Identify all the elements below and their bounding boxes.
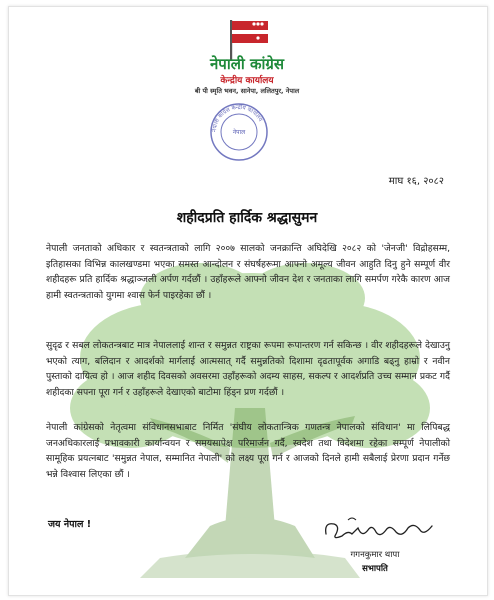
statement-title: शहीदप्रति हार्दिक श्रद्धासुमन xyxy=(176,210,318,226)
party-name: नेपाली कांग्रेस xyxy=(209,55,284,73)
seal-center-label: नेपाल xyxy=(232,129,246,136)
statement-date: माघ १६, २०८२ xyxy=(388,176,444,187)
signatory-name: गगनकुमार थापा xyxy=(350,550,400,560)
paragraph-3: नेपाली कांग्रेसको नेतृत्वमा संविधानसभाबाट निर्मित 'संघीय लोकतान्त्रिक गणतन्त्र नेपालको संविधान' मा लिपिबद्ध जनअधिकारलाई प्रभावकारी कार्यान्वयन र समयसापेक्ष परिमार्जन गर्दै, स्वदेश तथा विदेशमा रहेका सम्पूर्ण नेपालीको सामूहिक प्रयत्नबाट 'समुन्नत नेपाल, सम्मानित नेपाली' को लक्ष्य पूरा गर्न र आजको दिनले हामी सबैलाई प्रेरणा प्रदान गर्नेछ भन्ने विश्वास लिएका छौं । xyxy=(46,422,450,480)
seal-ring-text: नेपाली कांग्रेस केन्द्रीय कार्यालय xyxy=(211,104,264,133)
office-address: बी पी स्मृति भवन, सानेपा, ललितपुर, नेपाल xyxy=(194,87,300,95)
office-name: केन्द्रीय कार्यालय xyxy=(220,76,274,86)
closing-salutation: जय नेपाल ! xyxy=(48,519,92,530)
paragraph-1: नेपाली जनताको अधिकार र स्वतन्त्रताको लागि २००७ सालको जनक्रान्ति अघिदेखि २०८२ को 'जेनजी' विद्रोहसम्म, इतिहासका विभिन्न कालखण्डमा भएका समस्त आन्दोलन र संघर्षहरूमा आफ्नो अमूल्य जीवन आहुति दिनु हुने सम्पूर्ण वीर शहीदहरू प्रति हार्दिक श्रद्धाञ्जली अर्पण गर्दछौं । उहाँहरूले आफ्नो जीवन देश र जनताका लागि समर्पण गरेकै कारण आज हामी स्वतन्त्रताको युगमा श्वास फेर्न पाइरहेका छौं । xyxy=(46,243,450,301)
handwritten-signature xyxy=(318,512,438,546)
paragraph-2: सुदृढ र सबल लोकतन्त्रबाट मात्र नेपाललाई शान्त र समुन्नत राष्ट्रका रूपमा रूपान्तरण गर्न सकिन्छ । वीर शहीदहरूले देखाउनु भएको त्याग, बलिदान र आदर्शको मार्गलाई आत्मसात् गर्दै समुन्नतिको दिशामा दृढतापूर्वक अगाडि बढ्नु हाम्रो र नवीन पुस्ताको दायित्व हो । आज शहीद दिवसको अवसरमा उहाँहरूको अदम्य साहस, सकल्प र आदर्शप्रति उच्च सम्मान प्रकट गर्दै शहीदका सपना पूरा गर्न र उहाँहरूले देखाएको बाटोमा हिंड्न प्रण गर्दछौं । xyxy=(46,340,450,398)
signatory-title: सभापति xyxy=(362,564,388,574)
